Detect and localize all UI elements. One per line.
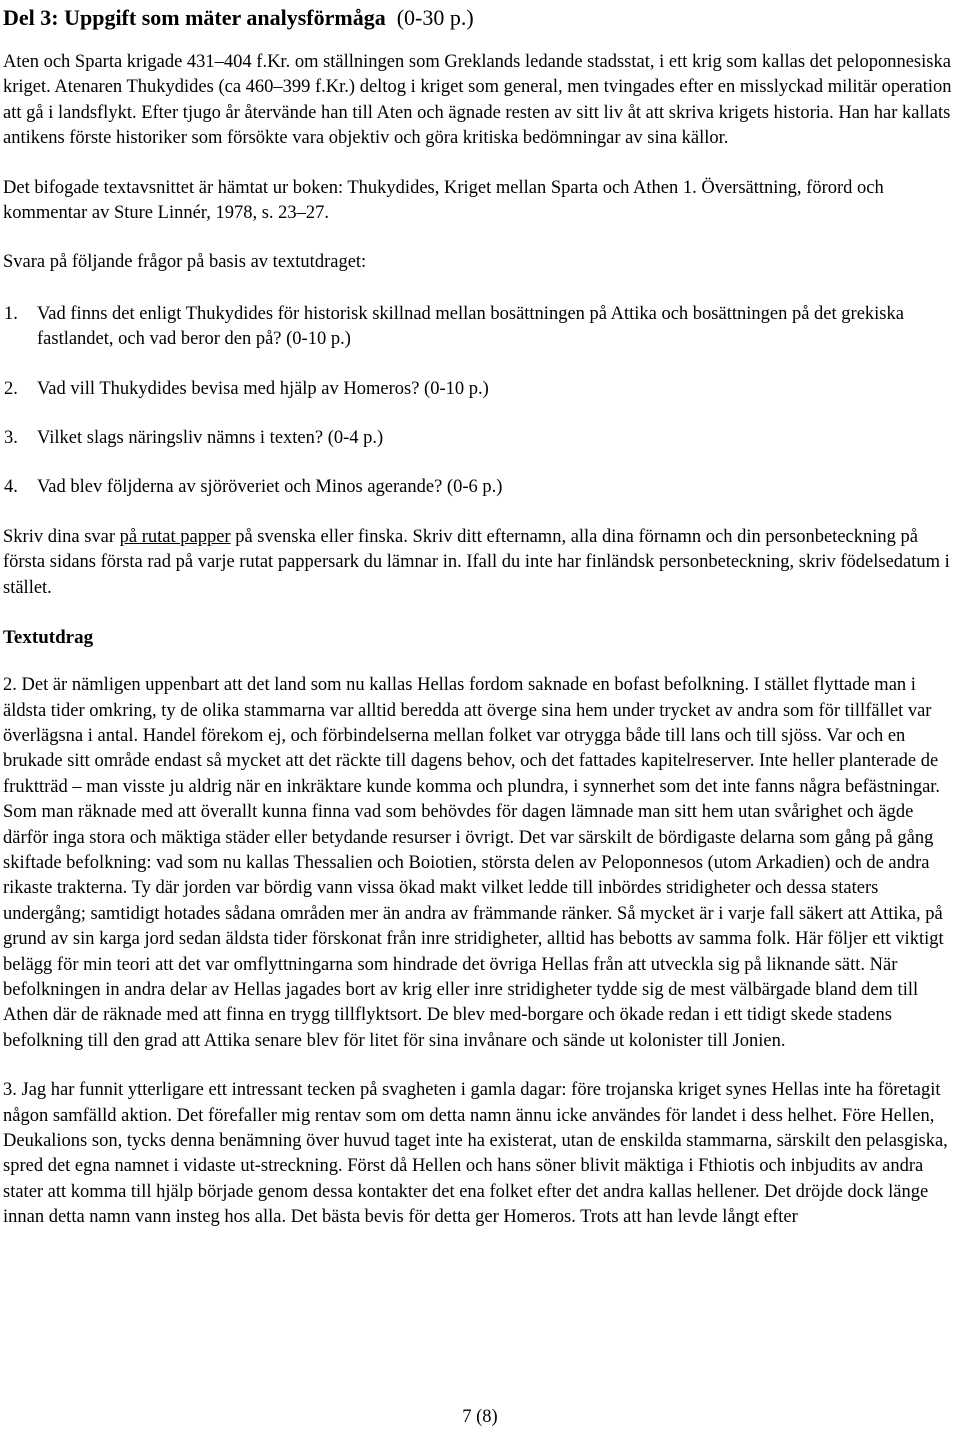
question-text: Vilket slags näringsliv nämns i texten? (0-4 p.): [37, 428, 384, 449]
question-item: [3, 475, 952, 500]
question-item: [3, 302, 952, 353]
section-heading-title: Del 3: Uppgift som mäter analysförmåga: [3, 5, 386, 30]
answer-instructions-start: Skriv dina svar: [3, 526, 120, 547]
question-item: [3, 426, 952, 451]
excerpt-heading: Textutdrag: [3, 627, 94, 649]
question-number: 2.: [4, 378, 18, 399]
excerpt-paragraph: 3. Jag har funnit ytterligare ett intressant tecken på svagheten i gamla dagar: före trojanska kriget synes Hellas inte ha företagit någon samfälld aktion. Det förefaller mig rentav som om detta namn ännu icke användes för landet i dess helhet. Före Hellen, Deukalions son, tycks denna benämning över huvud taget inte ha existerat, utan de enskilda stammarna, särskilt den pelasgiska, spred det egna namnet i vidaste ut-streckning. Först då Hellen och hans söner blivit mäktiga i Fthiotis och inbjudits av andra stater att komma till hjälp började genom dessa kontakter det ena folket efter det andra kallas hellener. Det dröjde dock länge innan detta namn vann insteg hos alla. Det bästa bevis för detta ger Homeros. Trots att han levde långt efter: [3, 1080, 948, 1228]
section-heading: [3, 0, 952, 50]
question-text: Vad finns det enligt Thukydides för historisk skillnad mellan bosättningen på Attika och bosättningen på det grekiska fastlandet, och vad beror den på? (0-10 p.): [37, 303, 904, 350]
question-text: Vad vill Thukydides bevisa med hjälp av Homeros? (0-10 p.): [37, 378, 489, 399]
question-list: [3, 302, 952, 501]
answer-instructions-rest: på svenska eller finska. Skriv ditt efternamn, alla dina förnamn och din personbeteckning på första sidans första rad på varje rutat pappersark du lämnar in. Ifall du inte har finländsk personbeteckning, skriv födelsedatum i stället.: [3, 526, 950, 598]
question-number: 4.: [4, 477, 18, 498]
answer-instructions: [3, 525, 952, 601]
excerpt-paragraph: 2. Det är nämligen uppenbart att det land som nu kallas Hellas fordom saknade en bofast befolkning. I stället flyttade man i äldsta tider omkring, ty de olika stammarna var alltid beredda att överge sina hem under trycket av andra som för tillfället var överlägsna i antal. Handel förekom ej, och förbindelserna mellan folket var otrygga både till lans och till sjöss. Var och en brukade sitt område endast så mycket att det räckte till dagens behov, och det fattades kapitelreserver. Inte heller planterade de fruktträd – man visste ju aldrig när en inkräktare kunde komma och plundra, i synnerhet som det inte fanns några befästningar. Som man räknade med att överallt kunna finna vad som behövdes för dagen lämnade man sitt hem utan svårighet och ägde därför inga stora och mäktiga städer eller betydande resurser i övrigt. Det var särskilt de bördigaste delarna som gång på gång skiftade befolkning: vad som nu kallas Thessalien och Boiotien, största delen av Peloponnesos (utom Arkadien) och de andra rikaste trakterna. Ty där jorden var bördig vann vissa ökad makt vilket ledde till inbördes stridigheter och dessa staters undergång; samtidigt hotades sådana områden mer än andra av främmande ränker. Så mycket är i varje fall säkert att Attika, på grund av sin karga jord sedan äldsta tider förskonat från inre stridigheter, alltid has bebotts av samma folk. Här följer ett viktigt belägg för min teori att det var omflyttningarna som hindrade det övriga Hellas från att utveckla sig på liknande sätt. När befolkningen in andra delar av Hellas jagades bort av krig eller inre stridigheter tydde sig de mest välbärgade bland dem till Athen där de räknade med att finna en trygg tillflyktsort. De blev med-borgare och ökade redan i ett tidigt skede stadens befolkning till den grad att Attika senare blev för litet för sina invånare och sände ut kolonister till Jonien.: [3, 675, 944, 1051]
section-heading-points: (0-30 p.): [396, 5, 474, 30]
source-citation: Det bifogade textavsnittet är hämtat ur boken: Thukydides, Kriget mellan Sparta och Athen 1. Översättning, förord och kommentar av Sture Linnér, 1978, s. 23–27.: [3, 177, 884, 224]
question-number: 1.: [4, 303, 18, 324]
question-number: 3.: [4, 428, 18, 449]
answer-instructions-underlined: på rutat papper: [119, 526, 231, 547]
question-text: Vad blev följderna av sjöröveriet och Minos agerande? (0-6 p.): [37, 477, 503, 498]
intro-paragraph: Aten och Sparta krigade 431–404 f.Kr. om ställningen som Greklands ledande stadsstat, i ett krig som kallas det peloponnesiska kriget. Atenaren Thukydides (ca 460–399 f.Kr.) deltog i kriget som general, men tvingades efter en misslyckad militär operation att gå i landsflykt. Efter tjugo år återvände han till Aten och ägnade resten av sitt liv åt att skriva krigets historia. Han har kallats antikens förste historiker som försökte vara objektiv och göra kritiska bedömningar av sina källor.: [3, 52, 952, 149]
page-number: 7 (8): [462, 1407, 498, 1427]
question-item: [3, 377, 952, 402]
instruction-text: Svara på följande frågor på basis av textutdraget:: [3, 252, 367, 273]
